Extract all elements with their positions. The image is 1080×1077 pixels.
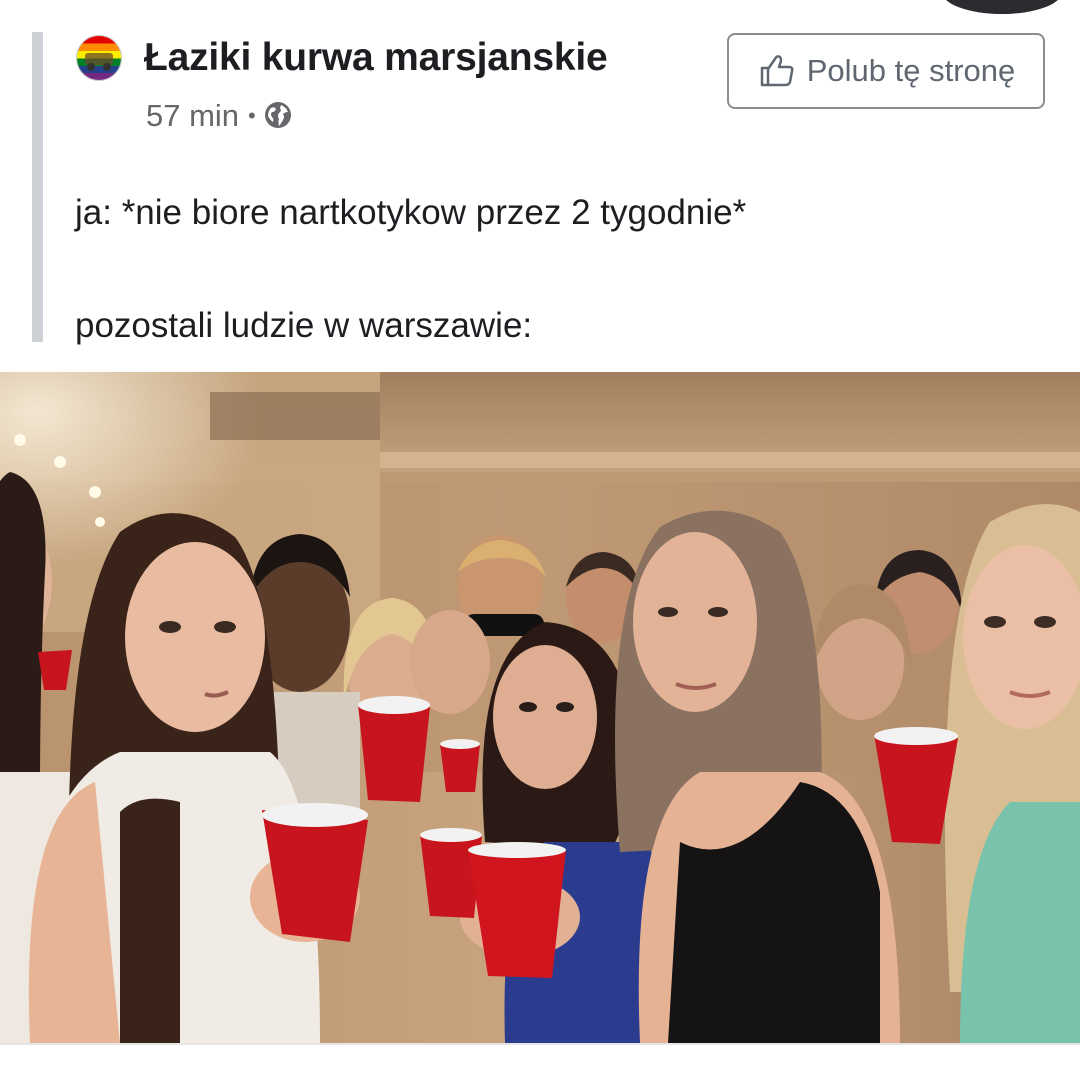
post-text-line-1: ja: *nie biore nartkotykow przez 2 tygodnie* [75, 193, 747, 232]
post-meta [146, 98, 295, 134]
page-name-link[interactable]: Łaziki kurwa marsjanskie [144, 36, 608, 79]
party-scene-image [0, 372, 1080, 1043]
page-avatar[interactable] [76, 35, 122, 81]
bottom-divider [0, 1043, 1080, 1045]
post-timestamp[interactable]: 57 min [146, 98, 240, 133]
globe-icon[interactable] [263, 100, 295, 132]
like-page-button[interactable] [727, 33, 1045, 109]
meta-separator: • [248, 103, 256, 128]
quote-bar [32, 32, 43, 342]
thumbs-up-icon [757, 51, 797, 91]
like-page-label: Polub tę stronę [806, 53, 1016, 88]
meme-photo[interactable] [0, 372, 1080, 1043]
post-text-line-2: pozostali ludzie w warszawie: [75, 306, 533, 345]
shared-post-card [0, 0, 1080, 360]
